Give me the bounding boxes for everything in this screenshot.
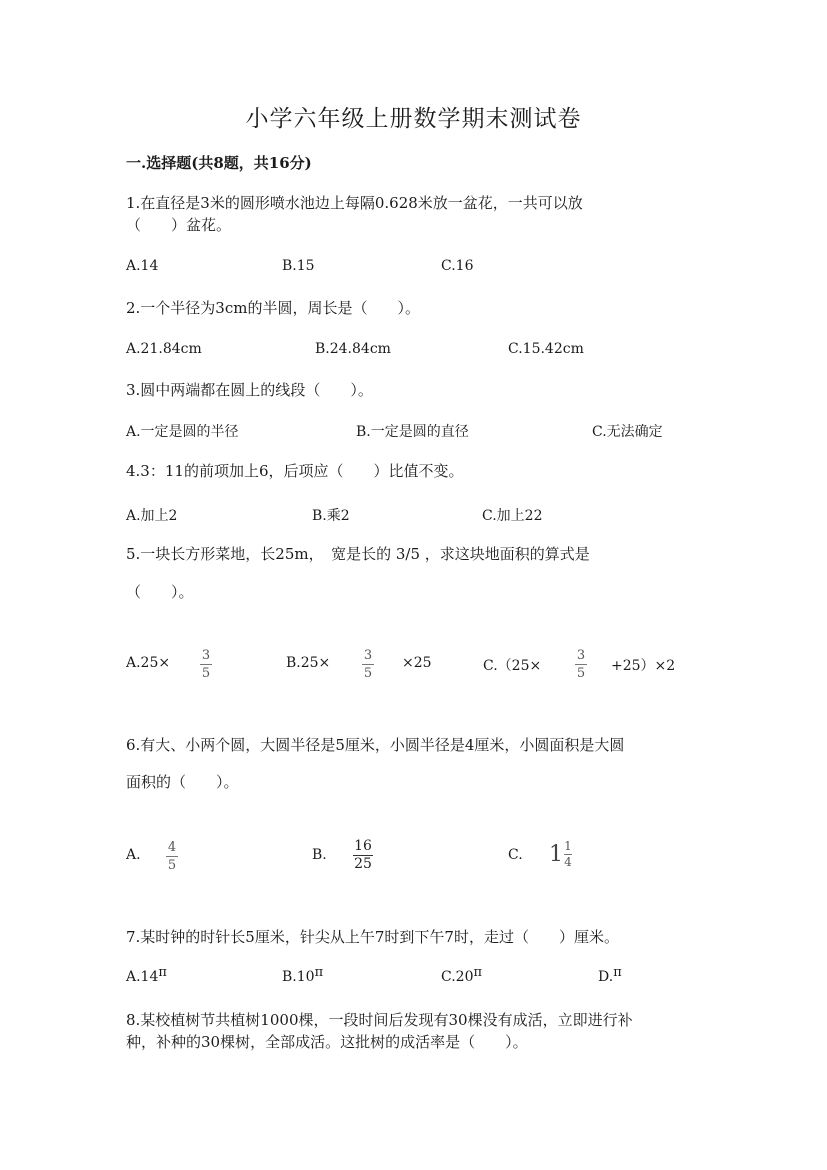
q5-option-b: B.25× <box>286 655 331 671</box>
fraction-denominator: 25 <box>354 856 372 872</box>
q1-option-c: C.16 <box>441 258 474 274</box>
q5-option-a: A.25× <box>126 655 171 671</box>
q1-option-a: A.14 <box>126 258 159 274</box>
fraction-denominator: 5 <box>167 858 177 873</box>
pi-symbol: π <box>314 965 324 980</box>
question-8-line-1: 8.某校植树节共植树1000棵，一段时间后发现有30棵没有成活，立即进行补 <box>126 1011 633 1029</box>
q5-option-c: C.（25× <box>483 658 542 674</box>
q5-option-b-fraction <box>362 648 374 681</box>
fraction-denominator: 5 <box>576 666 586 681</box>
q3-option-c: C.无法确定 <box>592 424 663 440</box>
fraction-bar <box>166 856 178 857</box>
question-3: 3.圆中两端都在圆上的线段（ ）。 <box>126 381 373 399</box>
fraction-numerator: 3 <box>576 648 586 663</box>
fraction-denominator: 5 <box>201 666 211 681</box>
q7-option-b-label: B.10 <box>282 969 315 985</box>
q6-option-b: B. <box>312 847 327 863</box>
fraction-numerator: 1 <box>564 839 572 853</box>
q4-option-c: C.加上22 <box>482 508 543 524</box>
q6-option-c: C. <box>508 847 523 863</box>
question-1-line-1: 1.在直径是3米的圆形喷水池边上每隔0.628米放一盆花，一共可以放 <box>126 194 583 212</box>
fraction-bar <box>362 664 374 665</box>
section-heading: 一.选择题(共8题，共16分) <box>126 154 312 172</box>
question-8-line-2: 种，补种的30棵树，全部成活。这批树的成活率是（ ）。 <box>126 1033 528 1051</box>
q4-option-b: B.乘2 <box>312 508 350 524</box>
q3-option-a: A.一定是圆的半径 <box>126 424 239 440</box>
q7-option-d <box>598 965 622 985</box>
fraction-numerator: 4 <box>167 840 177 855</box>
q7-option-c-label: C.20 <box>441 969 474 985</box>
fraction-bar <box>200 664 212 665</box>
fraction-numerator: 16 <box>354 838 372 854</box>
pi-symbol: π <box>158 965 167 980</box>
q2-option-c: C.15.42cm <box>508 341 584 357</box>
fraction-denominator: 5 <box>363 666 373 681</box>
q7-option-a-label: A.14 <box>126 969 159 985</box>
mixed-whole: 1 <box>549 842 563 867</box>
q5-option-a-fraction <box>200 648 212 681</box>
q7-option-b <box>282 965 324 985</box>
fraction-denominator: 4 <box>564 855 572 869</box>
pi-symbol: π <box>613 965 622 980</box>
page-title: 小学六年级上册数学期末测试卷 <box>245 106 582 132</box>
q5-option-c-suffix: +25）×2 <box>611 658 676 674</box>
q2-option-a: A.21.84cm <box>126 341 202 357</box>
q5-option-c-fraction <box>575 648 587 681</box>
q6-option-a: A. <box>126 847 141 863</box>
question-5-line-2: （ ）。 <box>126 583 194 601</box>
question-1-line-2: （ ）盆花。 <box>126 216 232 234</box>
q7-option-a <box>126 965 167 985</box>
fraction-numerator: 3 <box>201 648 211 663</box>
fraction-numerator: 3 <box>363 648 373 663</box>
question-4: 4.3：11的前项加上6，后项应（ ）比值不变。 <box>126 462 464 480</box>
mixed-fraction <box>564 840 572 869</box>
q6-option-b-fraction <box>353 839 373 872</box>
q7-option-d-label: D. <box>598 969 614 985</box>
question-2: 2.一个半径为3cm的半圆，周长是（ ）。 <box>126 299 420 317</box>
q1-option-b: B.15 <box>282 258 315 274</box>
q5-option-b-suffix: ×25 <box>402 655 432 671</box>
q7-option-c <box>441 965 483 985</box>
question-7: 7.某时钟的时针长5厘米，针尖从上午7时到下午7时，走过（ ）厘米。 <box>126 928 619 946</box>
question-6-line-1: 6.有大、小两个圆，大圆半径是5厘米，小圆半径是4厘米，小圆面积是大圆 <box>126 736 625 754</box>
q6-option-a-fraction <box>166 840 178 873</box>
question-6-line-2: 面积的（ ）。 <box>126 773 239 791</box>
question-5-line-1: 5.一块长方形菜地，长25m， 宽是长的 3/5 ，求这块地面积的算式是 <box>126 545 590 563</box>
q3-option-b: B.一定是圆的直径 <box>356 424 469 440</box>
pi-symbol: π <box>473 965 483 980</box>
q2-option-b: B.24.84cm <box>315 341 391 357</box>
q6-option-c-mixed-number <box>549 840 572 869</box>
fraction-bar <box>575 664 587 665</box>
q4-option-a: A.加上2 <box>126 508 178 524</box>
